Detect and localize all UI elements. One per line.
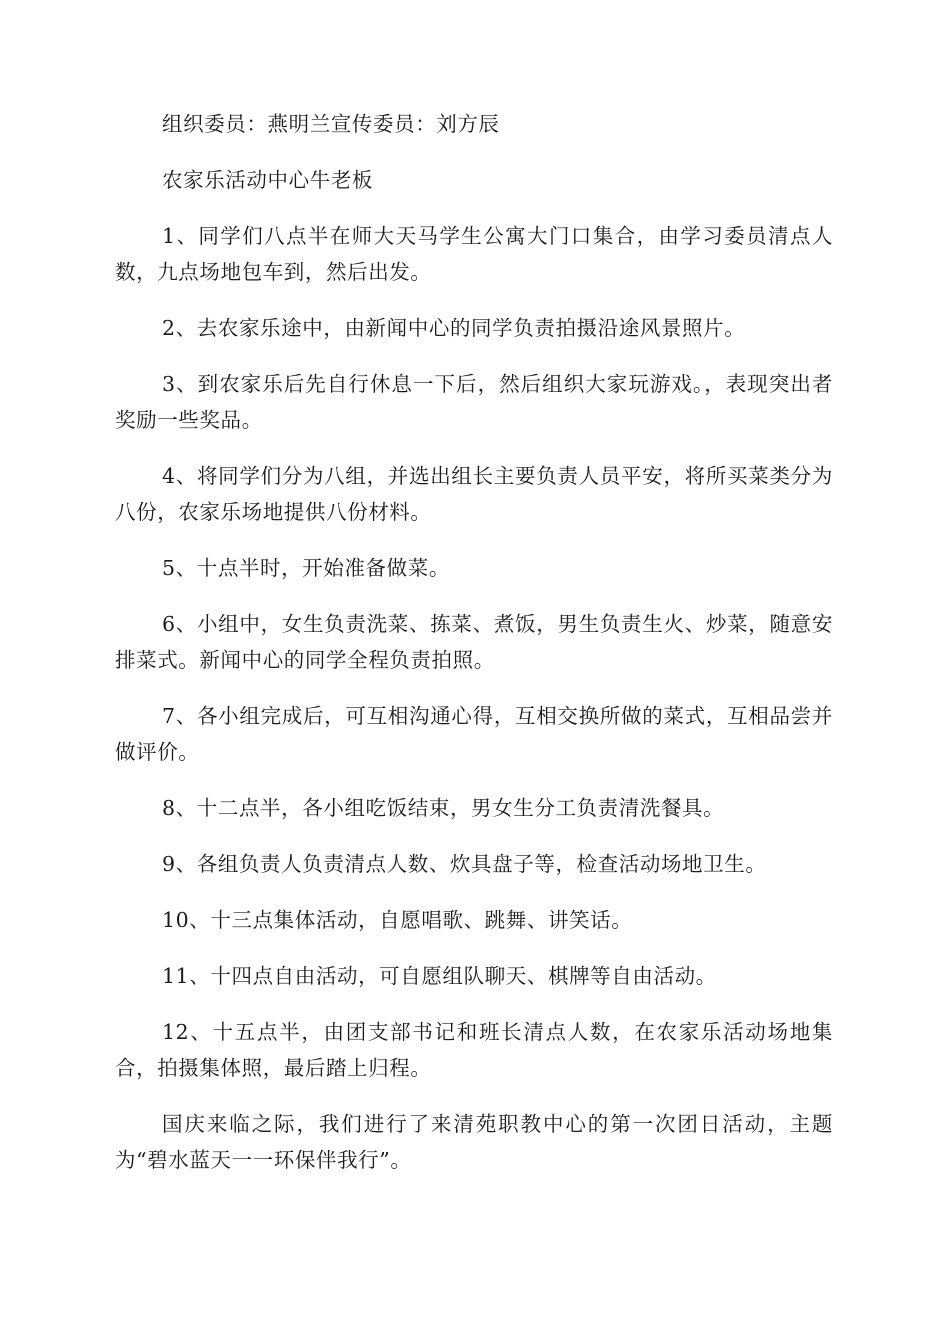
paragraph-step-8: 8、十二点半，各小组吃饭结束，男女生分工负责清洗餐具。 <box>162 796 725 820</box>
paragraph-step-9: 9、各组负责人负责清点人数、炊具盘子等，检查活动场地卫生。 <box>162 852 767 876</box>
paragraph-step-7: 7、各小组完成后，可互相沟通心得，互相交换所做的菜式，互相品尝并做评价。 <box>115 704 833 764</box>
paragraph-step-11: 11、十四点自由活动，可自愿组队聊天、棋牌等自由活动。 <box>162 964 717 988</box>
paragraph-step-12: 12、十五点半，由团支部书记和班长清点人数，在农家乐活动场地集合，拍摄集体照，最后踏上归程。 <box>115 1020 833 1080</box>
paragraph-step-10: 10、十三点集体活动，自愿唱歌、跳舞、讲笑话。 <box>162 908 633 932</box>
paragraph-step-3: 3、到农家乐后先自行休息一下后，然后组织大家玩游戏。，表现突出者奖励一些奖品。 <box>115 372 833 432</box>
paragraph-host: 农家乐活动中心牛老板 <box>162 168 373 192</box>
paragraph-step-5: 5、十点半时，开始准备做菜。 <box>162 556 450 580</box>
document-body <box>115 106 833 1198</box>
paragraph-committee-members: 组织委员：燕明兰宣传委员：刘方辰 <box>162 112 500 136</box>
paragraph-step-1: 1、同学们八点半在师大天马学生公寓大门口集合，由学习委员清点人数，九点场地包车到，然后出发。 <box>115 224 833 284</box>
paragraph-step-2: 2、去农家乐途中，由新闻中心的同学负责拍摄沿途风景照片。 <box>162 316 746 340</box>
paragraph-step-4: 4、将同学们分为八组，并选出组长主要负责人员平安，将所买菜类分为八份，农家乐场地提供八份材料。 <box>115 464 833 524</box>
paragraph-national-day: 国庆来临之际，我们进行了来清苑职教中心的第一次团日活动，主题为“碧水蓝天一一环保伴我行”。 <box>115 1112 833 1172</box>
paragraph-step-6: 6、小组中，女生负责洗菜、拣菜、煮饭，男生负责生火、炒菜，随意安排菜式。新闻中心的同学全程负责拍照。 <box>115 612 833 672</box>
